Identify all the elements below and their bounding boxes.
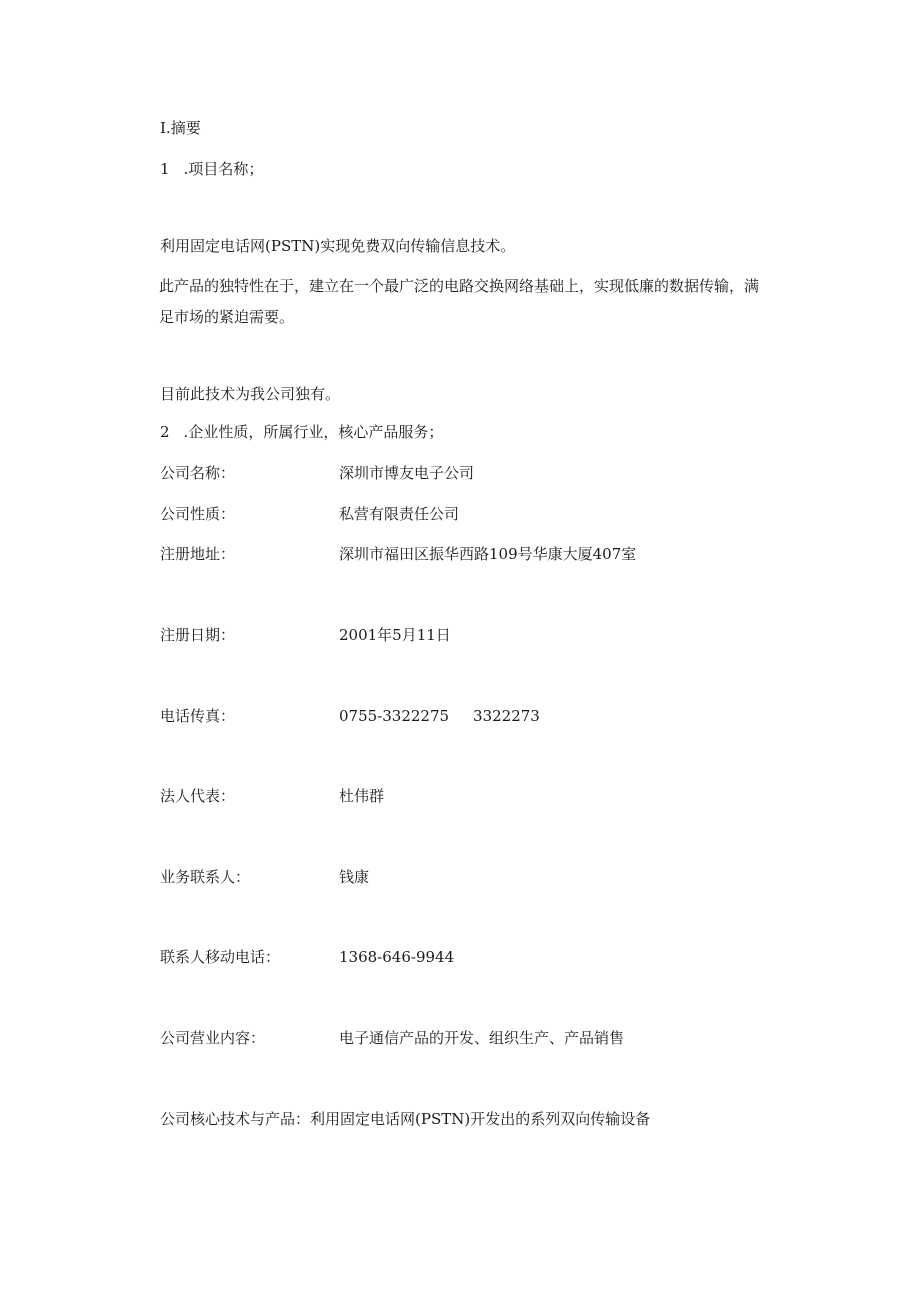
item-2-title: .企业性质，所属行业，核心产品服务；: [183, 423, 444, 441]
item-1-number: 1: [160, 160, 170, 178]
project-name-text: 利用固定电话网(PSTN)实现免费双向传输信息技术。: [160, 237, 516, 255]
section-heading: I.摘要: [160, 119, 201, 137]
item-1-title: .项目名称；: [183, 160, 264, 178]
address-value: 深圳市福田区振华西路109号华康大厦407室: [339, 545, 637, 563]
exclusive-statement: 目前此技术为我公司独有。: [160, 385, 341, 403]
contact-mobile-label: 联系人移动电话：: [160, 948, 281, 966]
uniqueness-paragraph: 此产品的独特性在于，建立在一个最广泛的电路交换网络基础上，实现低廉的数据传输，满足市场的紧迫需要。: [159, 277, 760, 326]
item-2-number: 2: [160, 423, 170, 441]
business-scope-label: 公司营业内容：: [160, 1029, 266, 1047]
company-name-label: 公司名称：: [160, 464, 236, 482]
business-contact-label: 业务联系人：: [160, 868, 251, 886]
core-technology-text: 公司核心技术与产品：利用固定电话网(PSTN)开发出的系列双向传输设备: [160, 1110, 651, 1128]
company-name-value: 深圳市博友电子公司: [339, 464, 475, 482]
phone-fax-value: [339, 709, 540, 724]
company-nature-label: 公司性质：: [160, 505, 236, 523]
address-label: 注册地址：: [160, 545, 236, 563]
registration-date-label: 注册日期：: [160, 626, 236, 644]
contact-mobile-value: 1368-646-9944: [339, 948, 455, 966]
phone-fax-label: 电话传真：: [160, 707, 236, 725]
fax-number: 3322273: [473, 707, 540, 725]
business-contact-value: 钱康: [339, 868, 370, 886]
item-2-heading: [160, 425, 443, 440]
legal-rep-value: 杜伟群: [339, 787, 385, 805]
item-1-heading: [160, 162, 263, 177]
legal-rep-label: 法人代表：: [160, 787, 236, 805]
registration-date-value: 2001年5月11日: [339, 626, 451, 644]
business-scope-value: 电子通信产品的开发、组织生产、产品销售: [339, 1029, 625, 1047]
phone-number: 0755-3322275: [339, 707, 450, 725]
company-nature-value: 私营有限责任公司: [339, 505, 460, 523]
